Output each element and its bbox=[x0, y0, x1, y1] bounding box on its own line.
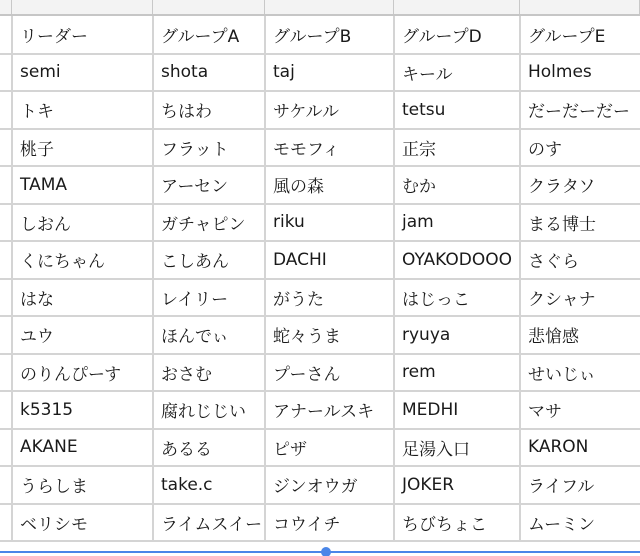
selection-border bbox=[0, 551, 640, 553]
row-edge-cell[interactable] bbox=[0, 466, 12, 504]
row-edge-cell[interactable] bbox=[0, 54, 12, 92]
column-header[interactable] bbox=[153, 0, 265, 14]
table-cell[interactable]: トキ bbox=[12, 91, 153, 129]
table-cell[interactable]: 風の森 bbox=[265, 166, 394, 204]
column-header-corner[interactable] bbox=[0, 0, 12, 14]
table-cell[interactable]: 足湯入口 bbox=[394, 429, 520, 467]
table-cell[interactable]: レイリー bbox=[153, 279, 265, 317]
header-cell[interactable]: グループB bbox=[265, 16, 394, 54]
sheet-grid bbox=[0, 16, 640, 542]
table-cell[interactable]: jam bbox=[394, 204, 520, 242]
table-row bbox=[0, 316, 640, 354]
table-cell[interactable]: ベリシモ bbox=[12, 504, 153, 542]
row-edge-cell[interactable] bbox=[0, 129, 12, 167]
table-row bbox=[0, 466, 640, 504]
table-cell[interactable]: ちびちょこ bbox=[394, 504, 520, 542]
table-cell[interactable]: さぐら bbox=[520, 241, 640, 279]
header-cell[interactable]: グループA bbox=[153, 16, 265, 54]
table-cell[interactable]: のす bbox=[520, 129, 640, 167]
row-edge-cell[interactable] bbox=[0, 204, 12, 242]
table-cell[interactable]: taj bbox=[265, 54, 394, 92]
table-cell[interactable]: せいじぃ bbox=[520, 354, 640, 392]
table-cell[interactable]: ちはわ bbox=[153, 91, 265, 129]
header-row bbox=[0, 16, 640, 54]
column-header[interactable] bbox=[265, 0, 394, 14]
row-edge-cell[interactable] bbox=[0, 429, 12, 467]
table-cell[interactable]: しおん bbox=[12, 204, 153, 242]
table-cell[interactable]: rem bbox=[394, 354, 520, 392]
table-cell[interactable]: はな bbox=[12, 279, 153, 317]
table-cell[interactable]: アナールスキ bbox=[265, 391, 394, 429]
header-cell[interactable]: リーダー bbox=[12, 16, 153, 54]
table-row bbox=[0, 429, 640, 467]
table-cell[interactable]: キール bbox=[394, 54, 520, 92]
table-cell[interactable]: コウイチ bbox=[265, 504, 394, 542]
table-cell[interactable]: クラタソ bbox=[520, 166, 640, 204]
row-edge-cell[interactable] bbox=[0, 316, 12, 354]
row-edge-cell[interactable] bbox=[0, 91, 12, 129]
table-cell[interactable]: ガチャピン bbox=[153, 204, 265, 242]
table-row bbox=[0, 504, 640, 542]
table-cell[interactable]: 蛇々うま bbox=[265, 316, 394, 354]
table-cell[interactable]: 正宗 bbox=[394, 129, 520, 167]
table-row bbox=[0, 354, 640, 392]
table-cell[interactable]: ライフル bbox=[520, 466, 640, 504]
table-cell[interactable]: take.c bbox=[153, 466, 265, 504]
column-header[interactable] bbox=[520, 0, 640, 14]
table-cell[interactable]: おさむ bbox=[153, 354, 265, 392]
table-cell[interactable]: のりんぴーす bbox=[12, 354, 153, 392]
table-cell[interactable]: 桃子 bbox=[12, 129, 153, 167]
table-cell[interactable]: ryuya bbox=[394, 316, 520, 354]
table-cell[interactable]: DACHI bbox=[265, 241, 394, 279]
table-cell[interactable]: JOKER bbox=[394, 466, 520, 504]
table-cell[interactable]: tetsu bbox=[394, 91, 520, 129]
row-edge-cell[interactable] bbox=[0, 16, 12, 54]
table-cell[interactable]: ほんでぃ bbox=[153, 316, 265, 354]
table-row bbox=[0, 129, 640, 167]
table-cell[interactable]: マサ bbox=[520, 391, 640, 429]
row-edge-cell[interactable] bbox=[0, 504, 12, 542]
table-row bbox=[0, 166, 640, 204]
table-cell[interactable]: OYAKODOOO bbox=[394, 241, 520, 279]
column-header-bar[interactable] bbox=[0, 0, 640, 16]
table-cell[interactable]: サケルル bbox=[265, 91, 394, 129]
table-row bbox=[0, 391, 640, 429]
table-cell[interactable]: KARON bbox=[520, 429, 640, 467]
table-row bbox=[0, 279, 640, 317]
table-cell[interactable]: フラット bbox=[153, 129, 265, 167]
table-cell[interactable]: Holmes bbox=[520, 54, 640, 92]
table-cell[interactable]: こしあん bbox=[153, 241, 265, 279]
table-cell[interactable]: あるる bbox=[153, 429, 265, 467]
table-row bbox=[0, 204, 640, 242]
table-cell[interactable]: k5315 bbox=[12, 391, 153, 429]
table-cell[interactable]: MEDHI bbox=[394, 391, 520, 429]
table-row bbox=[0, 91, 640, 129]
table-cell[interactable]: semi bbox=[12, 54, 153, 92]
row-edge-cell[interactable] bbox=[0, 354, 12, 392]
table-cell[interactable]: むか bbox=[394, 166, 520, 204]
table-cell[interactable]: ジンオウガ bbox=[265, 466, 394, 504]
table-cell[interactable]: 悲愴感 bbox=[520, 316, 640, 354]
table-cell[interactable]: うらしま bbox=[12, 466, 153, 504]
header-cell[interactable]: グループD bbox=[394, 16, 520, 54]
table-row bbox=[0, 241, 640, 279]
table-cell[interactable]: TAMA bbox=[12, 166, 153, 204]
table-cell[interactable]: くにちゃん bbox=[12, 241, 153, 279]
selection-fill-handle[interactable] bbox=[321, 547, 331, 556]
table-cell[interactable]: ユウ bbox=[12, 316, 153, 354]
row-edge-cell[interactable] bbox=[0, 279, 12, 317]
table-row bbox=[0, 54, 640, 92]
table-cell[interactable]: AKANE bbox=[12, 429, 153, 467]
column-header[interactable] bbox=[12, 0, 153, 14]
column-header[interactable] bbox=[394, 0, 520, 14]
table-cell[interactable]: shota bbox=[153, 54, 265, 92]
table-cell[interactable]: クシャナ bbox=[520, 279, 640, 317]
table-cell[interactable]: まる博士 bbox=[520, 204, 640, 242]
table-cell[interactable]: ムーミン bbox=[520, 504, 640, 542]
table-cell[interactable]: ライムスイー bbox=[153, 504, 265, 542]
header-cell[interactable]: グループE bbox=[520, 16, 640, 54]
row-edge-cell[interactable] bbox=[0, 166, 12, 204]
table-cell[interactable]: ピザ bbox=[265, 429, 394, 467]
table-cell[interactable]: だーだーだー bbox=[520, 91, 640, 129]
table-cell[interactable]: はじっこ bbox=[394, 279, 520, 317]
row-edge-cell[interactable] bbox=[0, 241, 12, 279]
table-cell[interactable]: アーセン bbox=[153, 166, 265, 204]
table-cell[interactable]: 腐れじじい bbox=[153, 391, 265, 429]
row-edge-cell[interactable] bbox=[0, 391, 12, 429]
table-cell[interactable]: riku bbox=[265, 204, 394, 242]
table-cell[interactable]: プーさん bbox=[265, 354, 394, 392]
table-cell[interactable]: がうた bbox=[265, 279, 394, 317]
table-cell[interactable]: モモフィ bbox=[265, 129, 394, 167]
